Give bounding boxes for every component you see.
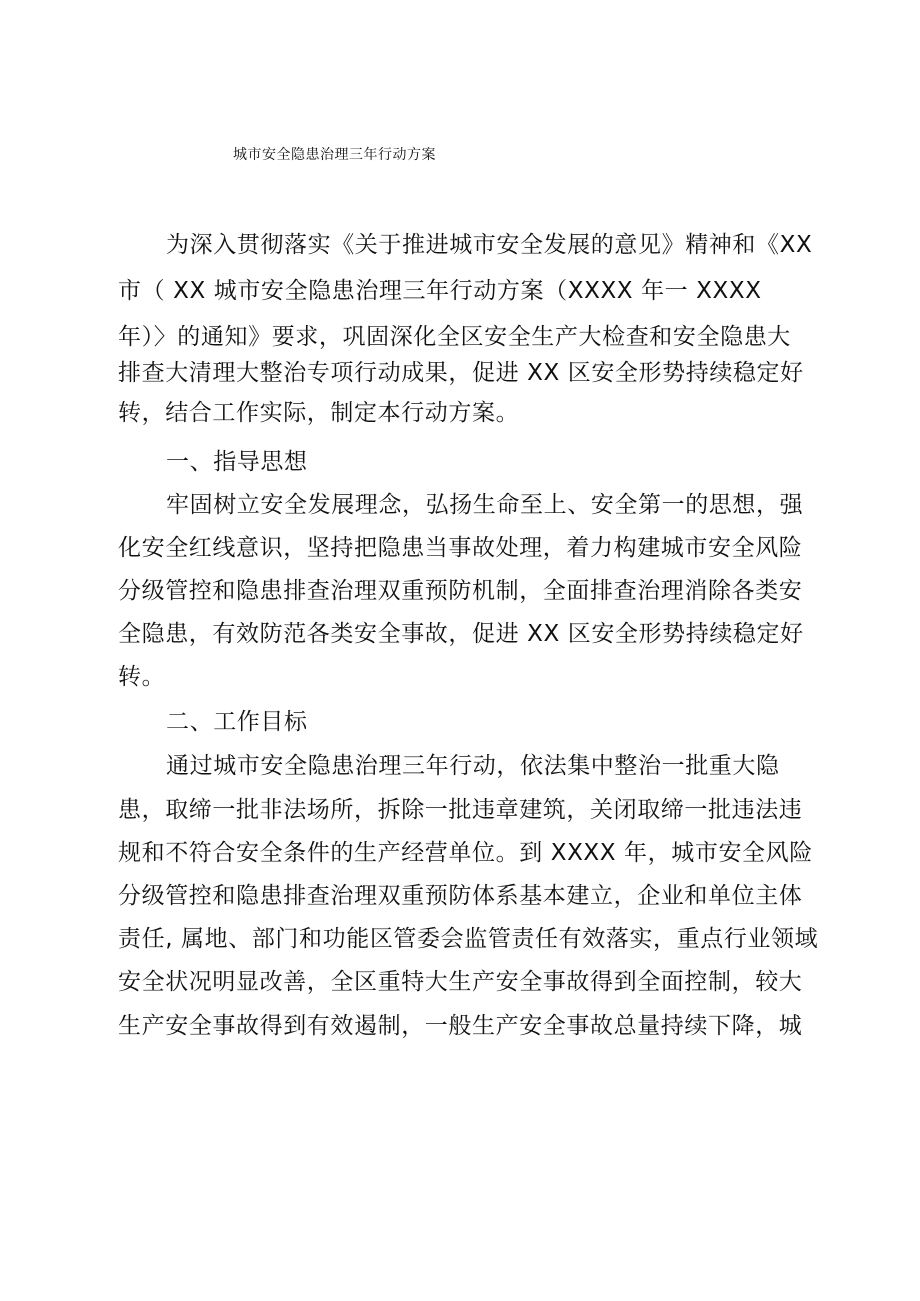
section2-line-3: 规和不符合安全条件的生产经营单位。到 XXXX 年，城市安全风险 — [118, 840, 813, 866]
document-title: 城市安全隐患治理三年行动方案 — [233, 147, 436, 163]
intro-line-3: 年）〉的通知》要求，巩固深化全区安全生产大检查和安全隐患大 — [118, 324, 791, 350]
section-heading-work-goals: 二、工作目标 — [166, 709, 308, 735]
section1-line-5: 转。 — [118, 664, 166, 690]
intro-line-4: 排查大清理大整治专项行动成果，促进 XX 区安全形势持续稳定好 — [118, 360, 804, 386]
intro-line-2: 市（ XX 城市安全隐患治理三年行动方案（XXXX 年一 XXXX — [118, 278, 762, 304]
section2-line-7: 生产安全事故得到有效遏制，一般生产安全事故总量持续下降，城 — [118, 1013, 803, 1039]
section-heading-guiding-ideology: 一、指导思想 — [166, 449, 308, 475]
section2-line-4: 分级管控和隐患排查治理双重预防体系基本建立，企业和单位主体 — [118, 883, 803, 909]
section2-line-1: 通过城市安全隐患治理三年行动，依法集中整治一批重大隐 — [166, 753, 780, 779]
section2-line-6: 安全状况明显改善，全区重特大生产安全事故得到全面控制，较大 — [118, 969, 803, 995]
intro-line-1: 为深入贯彻落实《关于推进城市安全发展的意见》精神和《XX — [166, 232, 813, 258]
section2-line-5: 责任, 属地、部门和功能区管委会监管责任有效落实，重点行业领域 — [118, 926, 819, 952]
intro-line-5: 转，结合工作实际，制定本行动方案。 — [118, 400, 520, 426]
section1-line-4: 全隐患，有效防范各类安全事故，促进 XX 区安全形势持续稳定好 — [118, 621, 804, 647]
section2-line-2: 患，取缔一批非法场所，拆除一批违章建筑，关闭取缔一批违法违 — [118, 797, 803, 823]
section1-line-2: 化安全红线意识，坚持把隐患当事故处理，着力构建城市安全风险 — [118, 535, 803, 561]
section1-line-1: 牢固树立安全发展理念，弘扬生命至上、安全第一的思想，强 — [166, 492, 804, 518]
section1-line-3: 分级管控和隐患排查治理双重预防机制，全面排查治理消除各类安 — [118, 578, 803, 604]
